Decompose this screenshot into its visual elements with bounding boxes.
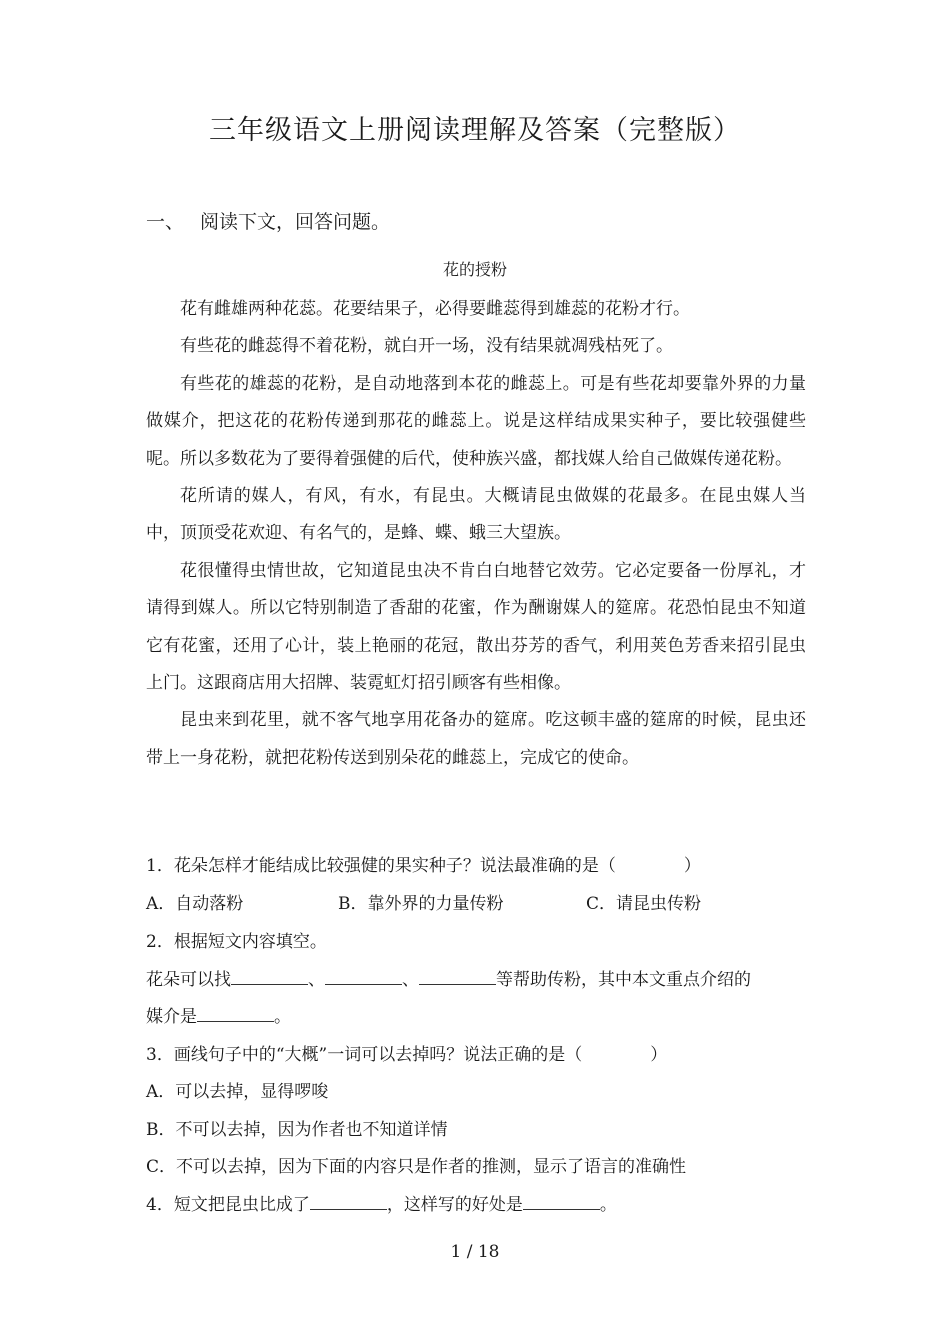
passage-paragraph: 花有雌雄两种花蕊。花要结果子，必得要雌蕊得到雄蕊的花粉才行。: [180, 299, 690, 319]
section-heading: [146, 208, 390, 236]
question-4: [146, 1191, 806, 1219]
page-number: 1 / 18: [450, 1242, 500, 1262]
fill-text: 。: [599, 1195, 617, 1215]
passage-paragraph: 昆虫来到花里，就不客气地享用花备办的筵席。吃这顿丰盛的筵席的时候，昆虫还带上一身花粉，就把花粉传送到别朵花的雌蕊上，完成它的使命。: [146, 710, 806, 768]
question-3: 3．画线句子中的“大概”一词可以去掉吗？说法正确的是（ ）: [146, 1045, 668, 1065]
fill-text: ，这样写的好处是: [386, 1195, 523, 1215]
answer-blank[interactable]: [523, 1191, 600, 1210]
answer-blank[interactable]: [231, 966, 308, 985]
passage-title: 花的授粉: [442, 260, 507, 279]
question-1: 1．花朵怎样才能结成比较强健的果实种子？说法最准确的是（ ）: [146, 856, 701, 876]
fill-text: 。: [274, 1007, 291, 1027]
passage-body: [146, 291, 806, 777]
section-number: 一、: [146, 211, 185, 233]
answer-blank[interactable]: [197, 1003, 274, 1022]
passage-paragraph: 花很懂得虫情世故，它知道昆虫决不肯白白地替它效劳。它必定要备一份厚礼，才请得到媒人。所以它特别制造了香甜的花蜜，作为酬谢媒人的筵席。花恐怕昆虫不知道它有花蜜，还用了心计，装上艳丽的花冠，散出芬芳的香气，利用荚色芳香来招引昆虫上门。这跟商店用大招牌、装霓虹灯招引顾客有些相像。: [146, 560, 806, 694]
option-a: A．自动落粉: [146, 894, 244, 914]
fill-text: 媒介是: [146, 1007, 197, 1027]
passage-paragraph: 有些花的雌蕊得不着花粉，就白开一场，没有结果就凋残枯死了。: [180, 336, 673, 357]
question-2-fill-line-2: [146, 1003, 806, 1031]
separator: 、: [308, 970, 325, 990]
question-1-options: [146, 890, 806, 918]
page-title: 三年级语文上册阅读理解及答案（完整版）: [209, 115, 741, 146]
question-2-fill-line: [146, 966, 806, 994]
separator: 、: [402, 970, 419, 990]
option-a: A．可以去掉，显得啰唆: [146, 1082, 329, 1102]
fill-text: 等帮助传粉，其中本文重点介绍的: [496, 970, 751, 990]
answer-blank[interactable]: [325, 966, 402, 985]
section-instruction: 阅读下文，回答问题。: [200, 211, 391, 233]
option-c: C．请昆虫传粉: [586, 894, 702, 914]
fill-text: 花朵可以找: [146, 970, 231, 990]
answer-blank[interactable]: [419, 966, 496, 985]
fill-text: 4．短文把昆虫比成了: [146, 1195, 310, 1215]
passage-paragraph: 有些花的雄蕊的花粉，是自动地落到本花的雌蕊上。可是有些花却要靠外界的力量做媒介，把这花的花粉传递到那花的雌蕊上。说是这样结成果实种子，要比较强健些呢。所以多数花为了要得着强健的后代，使种族兴盛，都找媒人给自己做媒传递花粉。: [146, 373, 806, 469]
answer-blank[interactable]: [310, 1191, 387, 1210]
option-b: B．不可以去掉，因为作者也不知道详情: [146, 1120, 448, 1140]
passage-paragraph: 花所请的媒人，有风，有水，有昆虫。大概请昆虫做媒的花最多。在昆虫媒人当中，顶顶受花欢迎、有名气的，是蜂、蝶、蛾三大望族。: [146, 486, 806, 544]
option-c: C．不可以去掉，因为下面的内容只是作者的推测，显示了语言的准确性: [146, 1157, 687, 1177]
question-2: 2．根据短文内容填空。: [146, 932, 327, 952]
option-b: B．靠外界的力量传粉: [338, 894, 504, 914]
